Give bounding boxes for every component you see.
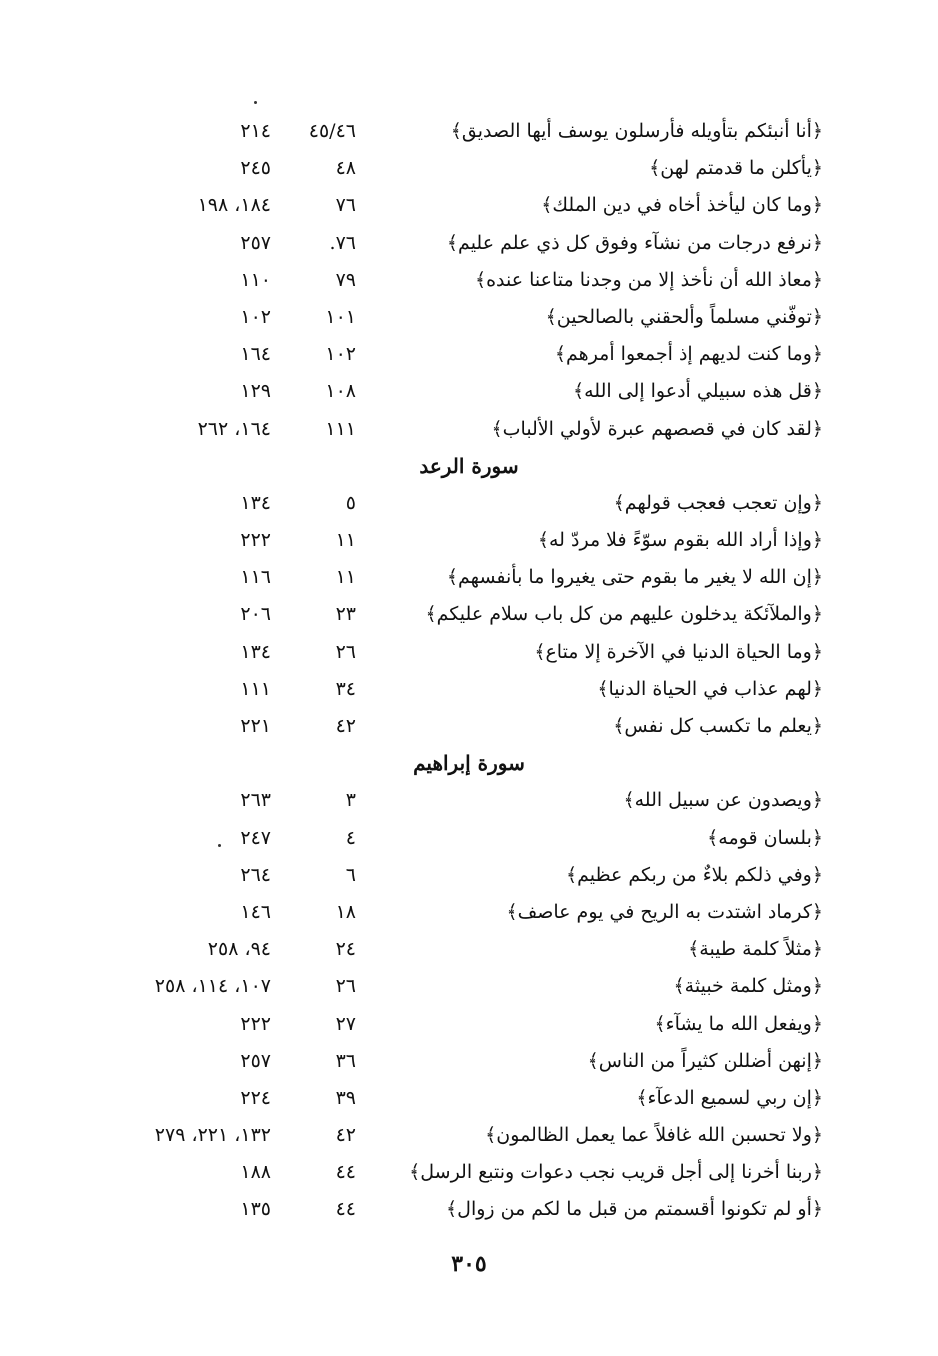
verse-text: ﴿توفّني مسلماً وألحقني بالصالحين﴾ — [545, 305, 823, 328]
index-row — [0, 411, 938, 448]
verse-text: ﴿نرفع درجات من نشآء وفوق كل ذي علم عليم﴾ — [446, 231, 823, 254]
page-references: ٩٤، ٢٥٨ — [207, 938, 271, 961]
index-row — [0, 150, 938, 187]
index-row — [0, 931, 938, 968]
ayah-number: ٧٦. — [329, 231, 356, 254]
index-row — [0, 782, 938, 819]
index-row — [0, 894, 938, 931]
page-references: ١٨٤، ١٩٨ — [197, 194, 271, 217]
index-row — [0, 485, 938, 522]
ayah-number: ٢٣ — [335, 603, 356, 626]
page-references: ١٣٢، ٢٢١، ٢٧٩ — [154, 1124, 271, 1147]
verse-text: ﴿ومثل كلمة خبيثة﴾ — [673, 975, 823, 998]
verse-text: ﴿كرماد اشتدت به الريح في يوم عاصف﴾ — [506, 900, 823, 923]
ayah-number: ٣ — [345, 789, 356, 812]
index-row — [0, 373, 938, 410]
ayah-number: ٤٢ — [335, 1124, 356, 1147]
page-references: ١٣٤ — [240, 491, 271, 514]
ayah-number: ٢٦ — [335, 975, 356, 998]
ayah-number: ٦ — [345, 863, 356, 886]
page-references: ١٦٤، ٢٦٢ — [197, 417, 271, 440]
page-references: ١٨٨ — [240, 1161, 271, 1184]
ayah-number: ٤٢ — [335, 715, 356, 737]
page-references: ١٠٧، ١١٤، ٢٥٨ — [154, 975, 271, 998]
verse-text: ﴿ويفعل الله ما يشآء﴾ — [654, 1012, 823, 1035]
ayah-number: ١١ — [335, 529, 356, 552]
index-row — [0, 336, 938, 373]
page-references: ١٦٤ — [240, 343, 271, 366]
page-references: ١٤٦ — [240, 900, 271, 923]
page-references: ٢٢١ — [240, 715, 271, 737]
verse-index-list — [0, 113, 938, 1229]
ayah-number: ٢٧ — [335, 1012, 356, 1035]
page-references: ١٢٩ — [240, 380, 271, 403]
ayah-number: ٤٥/٤٦ — [308, 120, 356, 142]
index-row — [0, 708, 938, 745]
index-row — [0, 857, 938, 894]
verse-text: ﴿يأكلن ما قدمتم لهن﴾ — [649, 157, 823, 180]
page-references: ٢٦٣ — [240, 789, 271, 812]
index-row — [0, 522, 938, 559]
page-references: ٢٢٢ — [240, 529, 271, 552]
verse-text: ﴿وما كنت لديهم إذ أجمعوا أمرهم﴾ — [554, 343, 823, 366]
verse-text: ﴿وما كان ليأخذ أخاه في دين الملك﴾ — [541, 194, 823, 217]
ayah-number: ٣٩ — [335, 1086, 356, 1109]
ayah-number: ١٨ — [335, 900, 356, 923]
page-references: ٢٤٧ — [240, 826, 271, 849]
ayah-number: ٧٩ — [335, 268, 356, 291]
ayah-number: ٤٤ — [335, 1161, 356, 1184]
verse-text: ﴿والملآئكة يدخلون عليهم من كل باب سلام عليكم﴾ — [425, 603, 823, 626]
verse-text: ﴿أنا أنبئكم بتأويله فأرسلون يوسف أيها الصديق﴾ — [450, 120, 823, 142]
index-row — [0, 820, 938, 857]
index-row — [0, 968, 938, 1005]
verse-text: ﴿لهم عذاب في الحياة الدنيا﴾ — [597, 677, 823, 700]
surah-heading — [0, 745, 938, 782]
index-row — [0, 1154, 938, 1191]
verse-text: ﴿وفي ذلكم بلاءٌ من ربكم عظيم﴾ — [565, 863, 823, 886]
index-row — [0, 1080, 938, 1117]
ayah-number: ٢٤ — [335, 938, 356, 961]
index-row — [0, 1191, 938, 1228]
ayah-number: ٢٦ — [335, 640, 356, 663]
page-references: ١٠٢ — [240, 305, 271, 328]
verse-text: ﴿وإن تعجب فعجب قولهم﴾ — [613, 491, 823, 514]
page-number: ٣٠٥ — [451, 1251, 487, 1277]
page-references: ٢٦٤ — [240, 863, 271, 886]
page-references: ٢٢٢ — [240, 1012, 271, 1035]
verse-text: ﴿وما الحياة الدنيا في الآخرة إلا متاع﴾ — [534, 640, 823, 663]
index-row — [0, 1006, 938, 1043]
page-references: ٢١٤ — [240, 120, 271, 142]
verse-text: ﴿إن الله لا يغير ما بقوم حتى يغيروا ما بأنفسهم﴾ — [446, 566, 823, 589]
verse-text: ﴿إن ربي لسميع الدعآء﴾ — [636, 1086, 823, 1109]
index-row — [0, 671, 938, 708]
page-references: ١١٦ — [240, 566, 271, 589]
page-references: ٢٥٧ — [240, 231, 271, 254]
surah-heading-text: سورة إبراهيم — [413, 751, 525, 776]
ayah-number: ٥ — [345, 491, 356, 514]
index-row — [0, 187, 938, 224]
verse-text: ﴿قل هذه سبيلي أدعوا إلى الله﴾ — [572, 380, 823, 403]
verse-text: ﴿بلسان قومه﴾ — [707, 826, 823, 849]
surah-heading — [0, 448, 938, 485]
verse-text: ﴿مثلاً كلمة طيبة﴾ — [688, 938, 823, 961]
page-references: ٢٤٥ — [240, 157, 271, 180]
index-row — [0, 225, 938, 262]
page-references: ٢٠٦ — [240, 603, 271, 626]
ayah-number: ١٠١ — [325, 305, 356, 328]
index-row — [0, 1043, 938, 1080]
ayah-number: ٣٦ — [335, 1049, 356, 1072]
index-row — [0, 1117, 938, 1154]
page-references: ٢٥٧ — [240, 1049, 271, 1072]
index-row — [0, 596, 938, 633]
ayah-number: ٤٤ — [335, 1198, 356, 1221]
index-row — [0, 559, 938, 596]
ayah-number: ١٠٨ — [325, 380, 356, 403]
index-row — [0, 634, 938, 671]
ayah-number: ٣٤ — [335, 677, 356, 700]
verse-text: ﴿يعلم ما تكسب كل نفس﴾ — [613, 715, 823, 737]
index-row — [0, 262, 938, 299]
ayah-number: ١١١ — [325, 417, 356, 440]
verse-text: ﴿أو لم تكونوا أقسمتم من قبل ما لكم من زوال﴾ — [446, 1198, 823, 1221]
page-references: ١١٠ — [240, 268, 271, 291]
surah-heading-text: سورة الرعد — [419, 453, 519, 478]
verse-text: ﴿ربنا أخرنا إلى أجل قريب نجب دعوات ونتبع الرسل﴾ — [409, 1161, 823, 1184]
verse-text: ﴿وإذا أراد الله بقوم سوّءً فلا مردّ له﴾ — [537, 529, 823, 552]
page-references: ١٣٥ — [240, 1198, 271, 1221]
verse-text: ﴿إنهن أضللن كثيراً من الناس﴾ — [587, 1049, 823, 1072]
verse-text: ﴿ويصدون عن سبيل الله﴾ — [623, 789, 823, 812]
ayah-number: ١٠٢ — [325, 343, 356, 366]
verse-text: ﴿ولا تحسبن الله غافلاً عما يعمل الظالمون﴾ — [485, 1124, 823, 1147]
verse-text: ﴿لقد كان في قصصهم عبرة لأولي الألباب﴾ — [491, 417, 823, 440]
ayah-number: ١١ — [335, 566, 356, 589]
ink-speck — [254, 101, 257, 104]
index-row — [0, 299, 938, 336]
page-references: ١١١ — [240, 677, 271, 700]
page-references: ١٣٤ — [240, 640, 271, 663]
ayah-number: ٤ — [345, 826, 356, 849]
ayah-number: ٤٨ — [335, 157, 356, 180]
index-row — [0, 113, 938, 150]
page-references: ٢٢٤ — [240, 1086, 271, 1109]
verse-text: ﴿معاذ الله أن نأخذ إلا من وجدنا متاعنا عنده﴾ — [474, 268, 823, 291]
ayah-number: ٧٦ — [335, 194, 356, 217]
